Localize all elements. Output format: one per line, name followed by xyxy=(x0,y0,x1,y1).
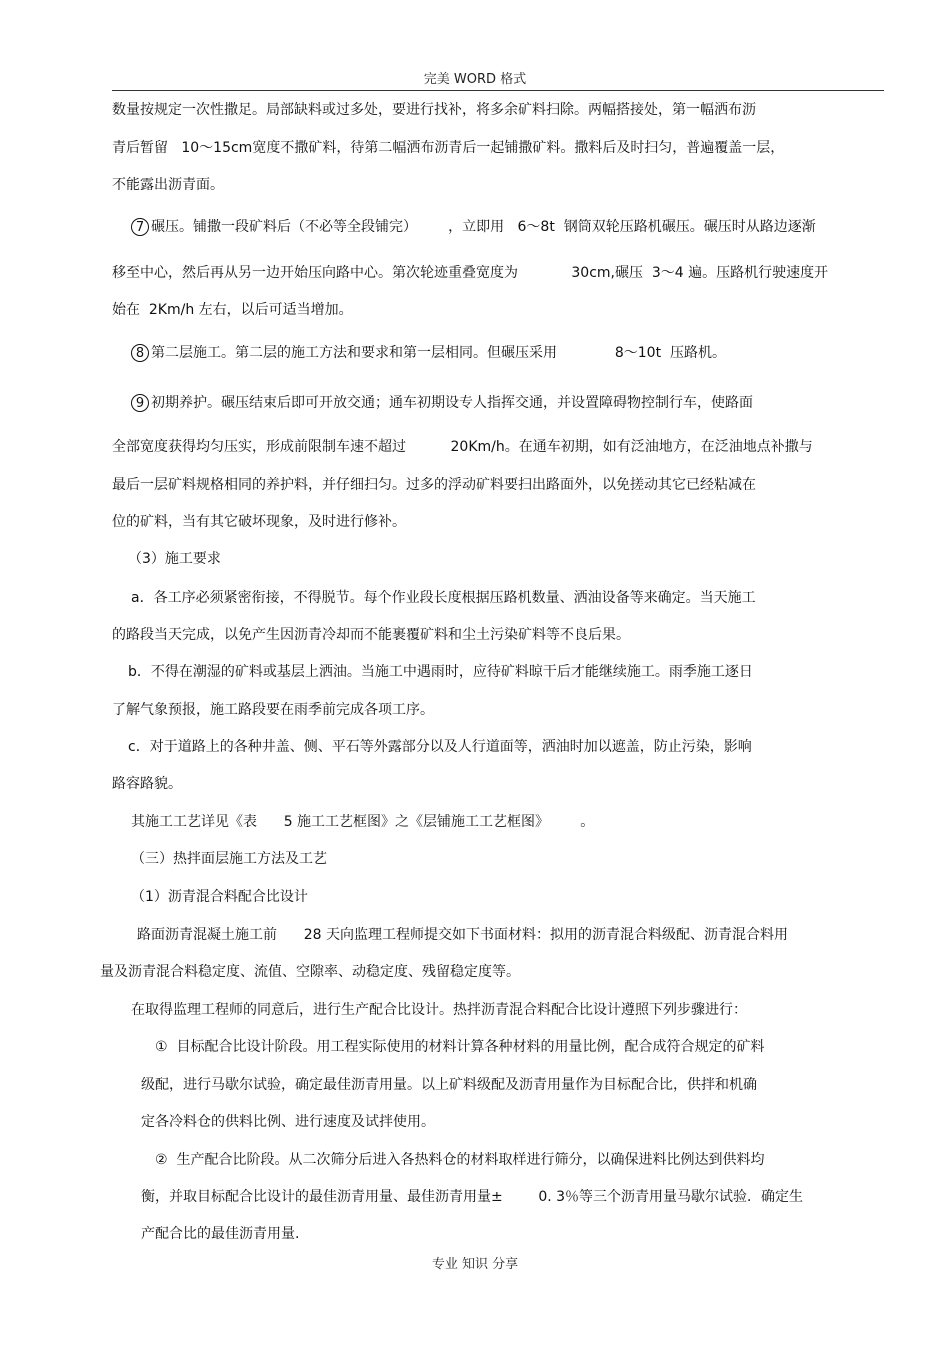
text-line: 路面沥青混凝土施工前 28 天向监理工程师提交如下书面材料：拟用的沥青混合料级配、沥青混合料用 xyxy=(137,927,788,943)
text-line: 其施工工艺详见《表 5 施工工艺框图》之《层铺施工工艺框图》 。 xyxy=(131,814,595,830)
numbered-item xyxy=(131,344,726,362)
text-line: 青后暂留 10～15cm宽度不撒矿料，待第二幅洒布沥青后一起铺撒矿料。撒料后及时扫匀，普遍覆盖一层， xyxy=(112,140,785,156)
text-line: 第二层施工。第二层的施工方法和要求和第一层相同。但碾压采用 8～10t 压路机。 xyxy=(151,345,726,361)
text-line: 产配合比的最佳沥青用量. xyxy=(141,1226,300,1242)
numbered-item xyxy=(131,394,753,412)
text-line: b．不得在潮湿的矿料或基层上洒油。当施工中遇雨时，应待矿料晾干后才能继续施工。雨季施工逐日 xyxy=(128,664,753,680)
text-line: 数量按规定一次性撒足。局部缺料或过多处，要进行找补，将多余矿料扫除。两幅搭接处，第一幅洒布沥 xyxy=(112,102,756,118)
text-line: 在取得监理工程师的同意后，进行生产配合比设计。热拌沥青混合料配合比设计遵照下列步骤进行： xyxy=(131,1002,747,1018)
text-line: 不能露出沥青面。 xyxy=(112,177,224,193)
page-header: 完美 WORD 格式 xyxy=(423,72,527,87)
text-line: 初期养护。碾压结束后即可开放交通；通车初期设专人指挥交通，并设置障碍物控制行车，使路面 xyxy=(151,395,753,411)
subsection-heading: （1）沥青混合料配合比设计 xyxy=(131,889,308,905)
text-line: 碾压。铺撒一段矿料后（不必等全段铺完） ，立即用 6～8t 钢筒双轮压路机碾压。碾压时从路边逐渐 xyxy=(151,219,816,235)
text-line: 的路段当天完成，以免产生因沥青冷却而不能裹覆矿料和尘土污染矿料等不良后果。 xyxy=(112,627,630,643)
text-line: a．各工序必须紧密衔接，不得脱节。每个作业段长度根据压路机数量、洒油设备等来确定。当天施工 xyxy=(131,590,756,606)
circled-number: 9 xyxy=(131,394,149,412)
text-line: 量及沥青混合料稳定度、流值、空隙率、动稳定度、残留稳定度等。 xyxy=(100,964,520,980)
page-footer: 专业 知识 分享 xyxy=(431,1257,519,1272)
circled-number: 8 xyxy=(131,344,149,362)
text-line: 了解气象预报，施工路段要在雨季前完成各项工序。 xyxy=(112,702,434,718)
header-rule xyxy=(112,90,884,91)
text-line: c．对于道路上的各种井盖、侧、平石等外露部分以及人行道面等，洒油时加以遮盖，防止污染，影响 xyxy=(128,739,752,755)
text-line: ② 生产配合比阶段。从二次筛分后进入各热料仓的材料取样进行筛分，以确保进料比例达到供料均 xyxy=(155,1152,765,1168)
text-line: 最后一层矿料规格相同的养护料，并仔细扫匀。过多的浮动矿料要扫出路面外，以免搓动其它已经粘减在 xyxy=(112,477,756,493)
text-line: 全部宽度获得均匀压实，形成前限制车速不超过 20Km/h。在通车初期，如有泛油地方，在泛油地点补撒与 xyxy=(112,439,813,455)
numbered-item xyxy=(131,218,816,236)
text-line: 位的矿料，当有其它破坏现象，及时进行修补。 xyxy=(112,514,406,530)
text-line: ① 目标配合比设计阶段。用工程实际使用的材料计算各种材料的用量比例，配合成符合规定的矿料 xyxy=(155,1039,765,1055)
text-line: 定各冷料仓的供料比例、进行速度及试拌使用。 xyxy=(141,1114,435,1130)
text-line: 级配，进行马歇尔试验，确定最佳沥青用量。以上矿料级配及沥青用量作为目标配合比，供拌和机确 xyxy=(141,1077,757,1093)
text-line: 移至中心，然后再从另一边开始压向路中心。第次轮迹重叠宽度为 30cm,碾压 3～4 遍。压路机行驶速度开 xyxy=(112,265,829,281)
section-heading: （三）热拌面层施工方法及工艺 xyxy=(131,851,327,867)
subsection-heading: （3）施工要求 xyxy=(128,551,221,567)
text-line: 衡，并取目标配合比设计的最佳沥青用量、最佳沥青用量± 0. 3％等三个沥青用量马歇尔试验．确定生 xyxy=(141,1189,804,1205)
text-line: 始在 2Km/h 左右，以后可适当增加。 xyxy=(112,302,353,318)
text-line: 路容路貌。 xyxy=(112,776,182,792)
circled-number: 7 xyxy=(131,218,149,236)
